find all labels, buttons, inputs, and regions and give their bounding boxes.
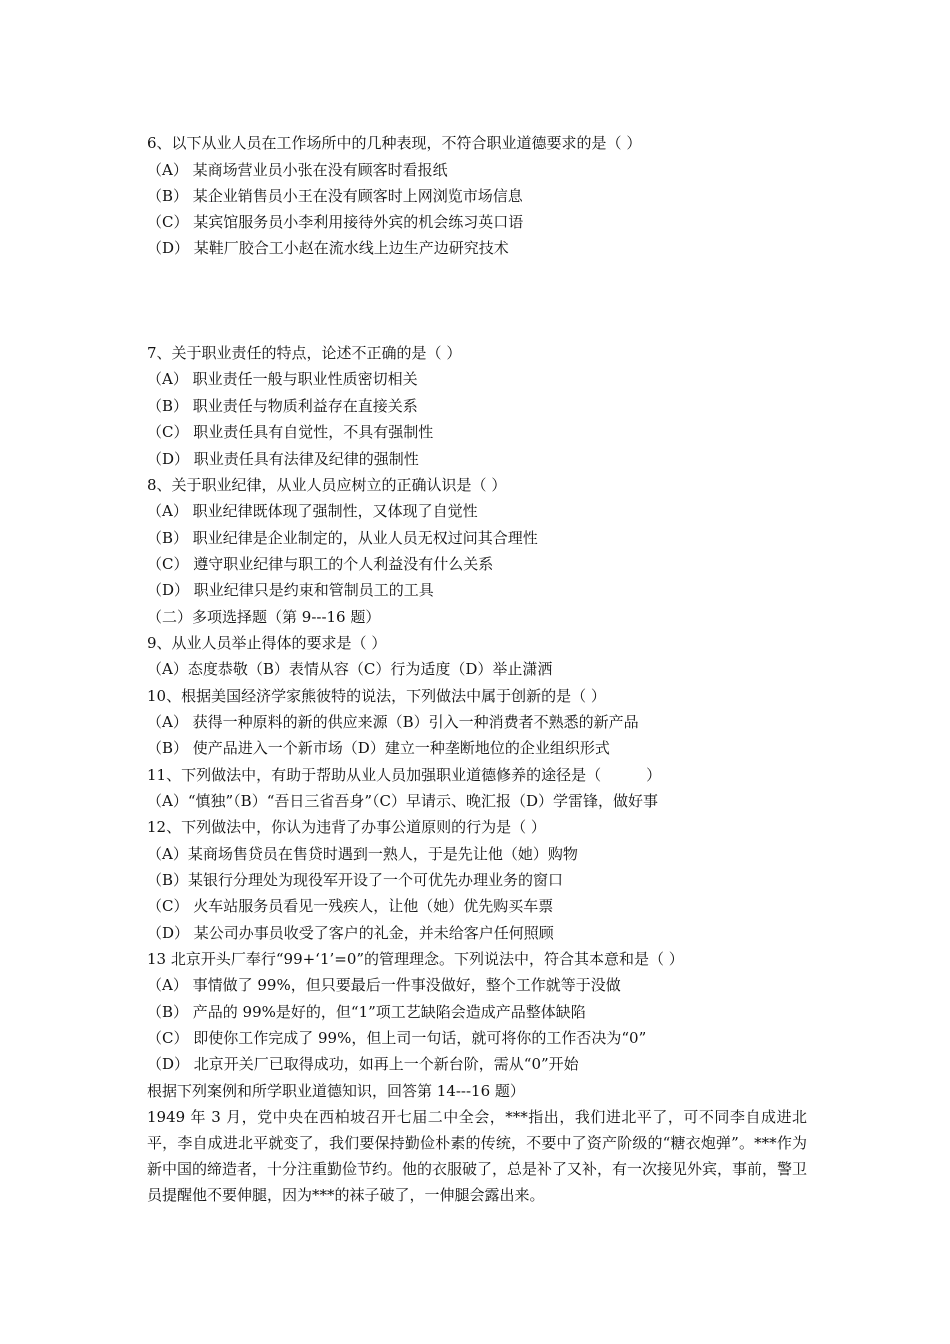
question-6-option-c: （C） 某宾馆服务员小李利用接待外宾的机会练习英口语 xyxy=(147,213,524,231)
question-8-stem: 8、关于职业纪律，从业人员应树立的正确认识是（ ） xyxy=(147,476,507,494)
question-11-options: （A）“慎独”（B）“吾日三省吾身”（C）早请示、晚汇报（D）学雷锋，做好事 xyxy=(147,792,659,810)
question-10-option-line-1: （A） 获得一种原料的新的供应来源（B）引入一种消费者不熟悉的新产品 xyxy=(147,713,639,731)
question-8-option-a: （A） 职业纪律既体现了强制性，又体现了自觉性 xyxy=(147,502,478,520)
question-12-option-b: （B）某银行分理处为现役军开设了一个可优先办理业务的窗口 xyxy=(147,871,564,889)
question-6-option-d: （D） 某鞋厂胶合工小赵在流水线上边生产边研究技术 xyxy=(147,239,509,257)
question-9-stem: 9、从业人员举止得体的要求是（ ） xyxy=(147,634,387,652)
question-11-stem: 11、下列做法中，有助于帮助从业人员加强职业道德修养的途径是（ ） xyxy=(147,766,662,784)
question-7-option-a: （A） 职业责任一般与职业性质密切相关 xyxy=(147,370,418,388)
question-10-option-line-2: （B） 使产品进入一个新市场（D）建立一种垄断地位的企业组织形式 xyxy=(147,739,610,757)
question-6-option-b: （B） 某企业销售员小王在没有顾客时上网浏览市场信息 xyxy=(147,187,523,205)
question-6-option-a: （A） 某商场营业员小张在没有顾客时看报纸 xyxy=(147,161,448,179)
question-13-option-b: （B） 产品的 99%是好的，但“1”项工艺缺陷会造成产品整体缺陷 xyxy=(147,1003,586,1021)
question-13-option-c: （C） 即使你工作完成了 99%，但上司一句话，就可将你的工作否决为“0” xyxy=(147,1029,647,1047)
question-9-options: （A）态度恭敬（B）表情从容（C）行为适度（D）举止潇洒 xyxy=(147,660,553,678)
question-7-option-b: （B） 职业责任与物质利益存在直接关系 xyxy=(147,397,418,415)
question-12-stem: 12、下列做法中，你认为违背了办事公道原则的行为是（ ） xyxy=(147,818,546,836)
question-10-stem: 10、根据美国经济学家熊彼特的说法，下列做法中属于创新的是（ ） xyxy=(147,687,606,705)
question-7-option-c: （C） 职业责任具有自觉性，不具有强制性 xyxy=(147,423,434,441)
question-13-option-a: （A） 事情做了 99%，但只要最后一件事没做好，整个工作就等于没做 xyxy=(147,976,621,994)
question-13-stem: 13 北京开头厂奉行“99+‘1’=0”的管理理念。下列说法中，符合其本意和是（ ） xyxy=(147,950,684,968)
case-paragraph: 1949 年 3 月，党中央在西柏坡召开七届二中全会，***指出，我们进北平了，可不同李自成进北平，李自成进北平就变了，我们要保持勤俭朴素的传统，不要中了资产阶级的“糖衣炮弹”。***作为新中国的缔造者，十分注重勤俭节约。他的衣服破了，总是补了又补，有一次接见外宾，事前，警卫员提醒他不要伸腿，因为***的袜子破了，一伸腿会露出来。 xyxy=(147,1108,807,1204)
question-12-option-a: （A）某商场售贷员在售贷时遇到一熟人，于是先让他（她）购物 xyxy=(147,845,578,863)
question-6-stem: 6、以下从业人员在工作场所中的几种表现，不符合职业道德要求的是（ ） xyxy=(147,134,642,152)
question-12-option-c: （C） 火车站服务员看见一残疾人，让他（她）优先购买车票 xyxy=(147,897,554,915)
question-7-option-d: （D） 职业责任具有法律及纪律的强制性 xyxy=(147,450,419,468)
question-8-option-b: （B） 职业纪律是企业制定的，从业人员无权过问其合理性 xyxy=(147,529,538,547)
question-12-option-d: （D） 某公司办事员收受了客户的礼金，并未给客户任何照顾 xyxy=(147,924,554,942)
question-13-option-d: （D） 北京开关厂已取得成功，如再上一个新台阶，需从“0”开始 xyxy=(147,1055,579,1073)
question-7-stem: 7、关于职业责任的特点，论述不正确的是（ ） xyxy=(147,344,462,362)
section-heading: （二）多项选择题（第 9---16 题） xyxy=(147,608,381,626)
case-intro: 根据下列案例和所学职业道德知识，回答第 14---16 题） xyxy=(147,1082,525,1100)
question-8-option-c: （C） 遵守职业纪律与职工的个人利益没有什么关系 xyxy=(147,555,494,573)
question-8-option-d: （D） 职业纪律只是约束和管制员工的工具 xyxy=(147,581,434,599)
